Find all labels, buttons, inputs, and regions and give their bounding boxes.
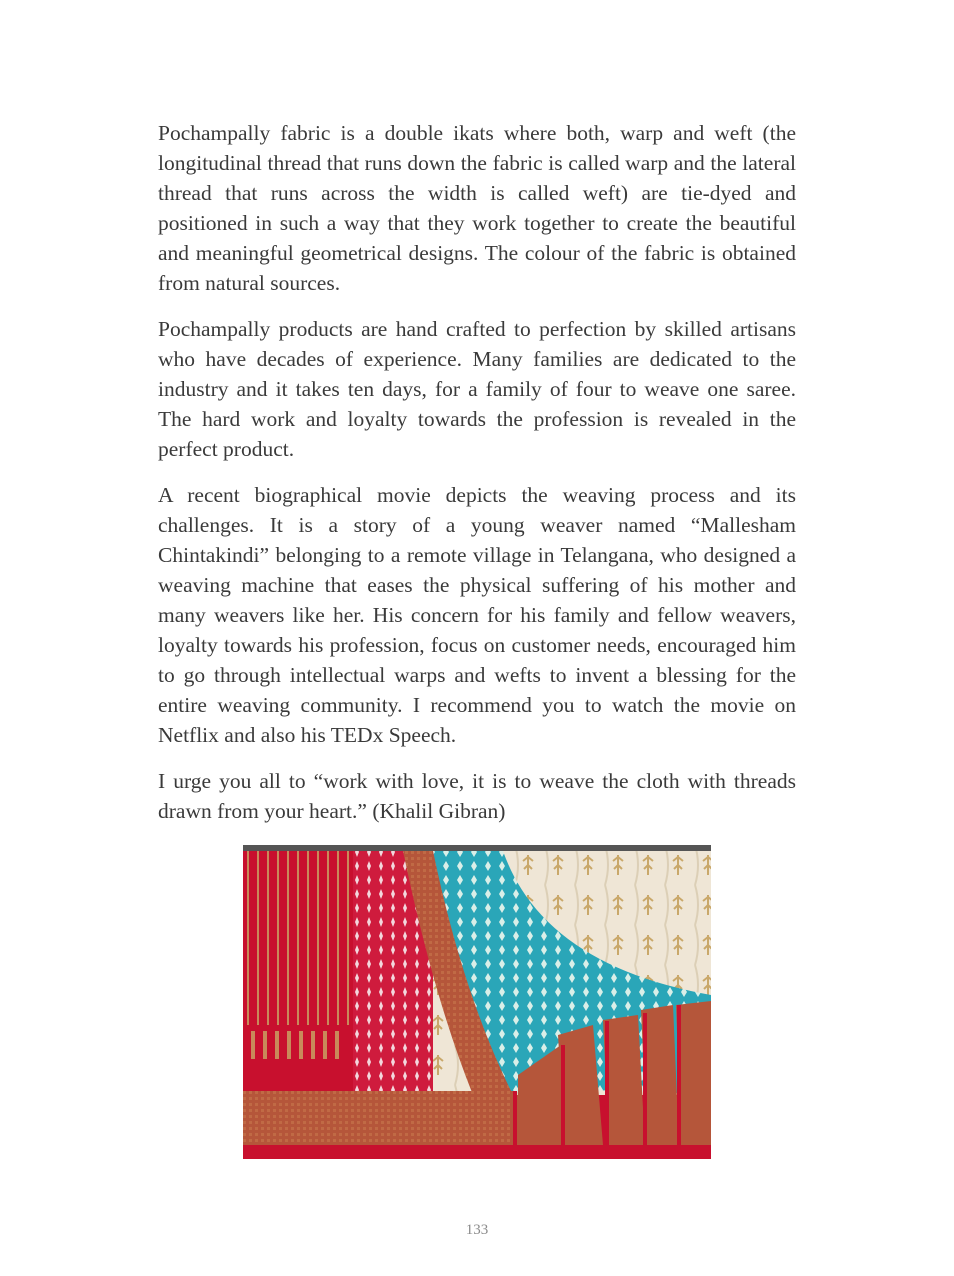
page-number: 133 [465,1222,489,1238]
paragraph-1: Pochampally fabric is a double ikats where both, warp and weft (the longitudinal thread that runs down the fabric is called warp and the lateral thread that runs across the width is called weft) are tie-dyed and positioned in such a way that they work together to create the beautiful and meaningful geometrical designs. The colour of the fabric is obtained from natural sources. [158,121,796,295]
body-text [158,118,796,842]
saree-photo [243,845,711,1159]
paragraph-3: A recent biographical movie depicts the weaving process and its challenges. It is a story of a young weaver named “Mallesham Chintakindi” belonging to a remote village in Telangana, who designed a weaving machine that eases the physical suffering of his mother and many weavers like her. His concern for his family and fellow weavers, loyalty towards his profession, focus on customer needs, encouraged him to go through intellectual warps and wefts to invent a blessing for the entire weaving community. I recommend you to watch the movie on Netflix and also his TEDx Speech. [158,483,796,747]
paragraph-4: I urge you all to “work with love, it is to weave the cloth with threads drawn from your heart.” (Khalil Gibran) [158,769,796,823]
paragraph-2: Pochampally products are hand crafted to perfection by skilled artisans who have decades of experience. Many families are dedicated to the industry and it takes ten days, for a family of four to weave one saree. The hard work and loyalty towards the profession is revealed in the perfect product. [158,317,796,461]
saree-illustration [243,845,711,1159]
